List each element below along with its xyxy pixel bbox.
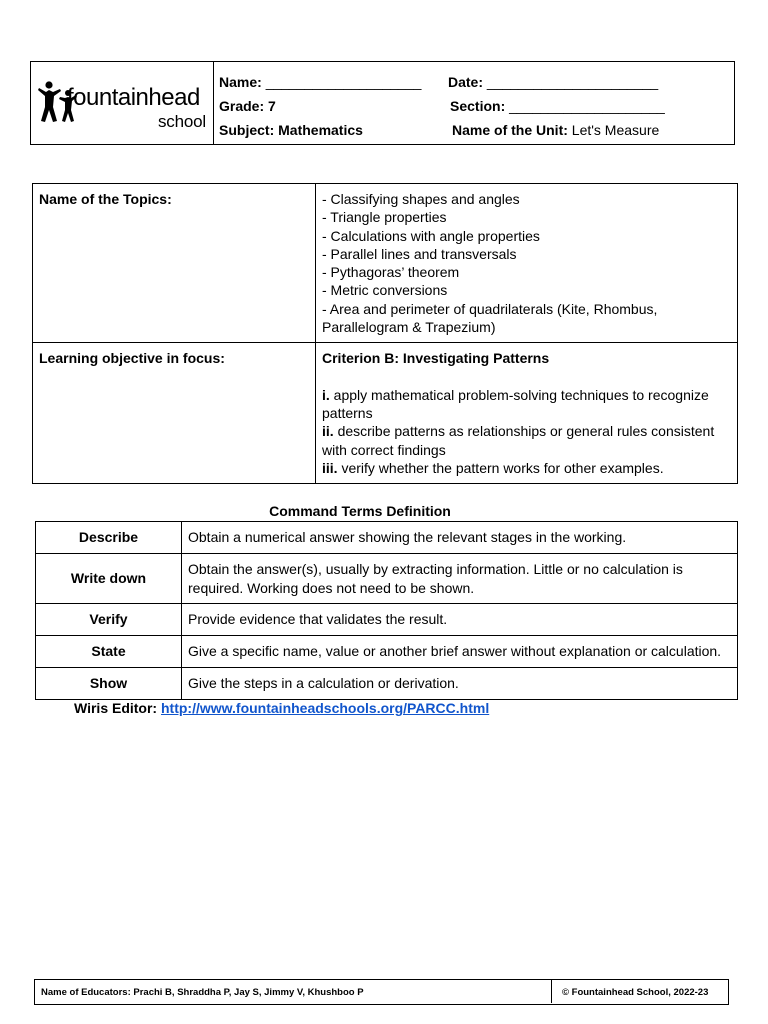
logo-brand: fountainhead [67, 84, 200, 111]
topics-table [32, 183, 738, 484]
command-terms-title: Command Terms Definition [269, 503, 451, 519]
term-cell: Describe [36, 522, 182, 554]
objective-point: iii. verify whether the pattern works for other examples. [322, 459, 664, 476]
section-field[interactable]: Section: ____________________ [450, 98, 665, 114]
table-row [36, 636, 738, 668]
subject-field: Subject: Mathematics [219, 122, 363, 138]
objective-label: Learning objective in focus: [33, 343, 316, 484]
footer-copyright: © Fountainhead School, 2022-23 [562, 987, 709, 998]
name-field[interactable]: Name: ____________________ [219, 74, 422, 90]
topic-item: - Triangle properties [322, 209, 447, 226]
topic-item: - Pythagoras’ theorem [322, 264, 460, 281]
topic-item: - Parallel lines and transversals [322, 245, 517, 262]
topics-list-cell [316, 184, 738, 343]
term-cell: State [36, 636, 182, 668]
definition-cell: Obtain a numerical answer showing the relevant stages in the working. [182, 522, 738, 554]
logo-sub: school [158, 112, 206, 131]
definition-cell: Give the steps in a calculation or derivation. [182, 668, 738, 700]
footer [34, 979, 729, 1005]
topic-item: - Area and perimeter of quadrilaterals (Kite, Rhombus, Parallelogram & Trapezium) [322, 300, 658, 336]
table-row [36, 522, 738, 554]
command-terms-table [35, 521, 738, 700]
header-box [30, 61, 735, 145]
topics-row [33, 184, 738, 343]
definition-cell: Obtain the answer(s), usually by extracting information. Little or no calculation is required. Working does not need to be shown. [182, 554, 738, 604]
topics-label: Name of the Topics: [33, 184, 316, 343]
topic-item: - Calculations with angle properties [322, 227, 540, 244]
unit-field: Name of the Unit: Let's Measure [452, 122, 660, 138]
footer-divider [551, 980, 552, 1003]
table-row [36, 554, 738, 604]
wiris-link[interactable]: http://www.fountainheadschools.org/PARCC.html [161, 700, 490, 716]
term-cell: Write down [36, 554, 182, 604]
objective-row [33, 343, 738, 484]
topic-item: - Metric conversions [322, 282, 448, 299]
term-cell: Verify [36, 604, 182, 636]
definition-cell: Give a specific name, value or another brief answer without explanation or calculation. [182, 636, 738, 668]
topics-list [322, 190, 731, 336]
logo-cell [31, 62, 214, 144]
date-field[interactable]: Date: ______________________ [448, 74, 659, 90]
topic-item: - Classifying shapes and angles [322, 191, 520, 207]
grade-field: Grade: 7 [219, 98, 276, 114]
wiris-editor-line [74, 700, 489, 716]
objective-cell [316, 343, 738, 484]
definition-cell: Provide evidence that validates the result. [182, 604, 738, 636]
table-row [36, 668, 738, 700]
objective-point: i. apply mathematical problem-solving techniques to recognize patterns [322, 386, 709, 421]
term-cell: Show [36, 668, 182, 700]
wiris-label: Wiris Editor: [74, 700, 158, 716]
table-row [36, 604, 738, 636]
objective-point: ii. describe patterns as relationships or general rules consistent with correct findings [322, 423, 715, 458]
footer-educators: Name of Educators: Prachi B, Shraddha P, Jay S, Jimmy V, Khushboo P [41, 987, 364, 998]
criterion-title: Criterion B: Investigating Patterns [322, 350, 550, 367]
